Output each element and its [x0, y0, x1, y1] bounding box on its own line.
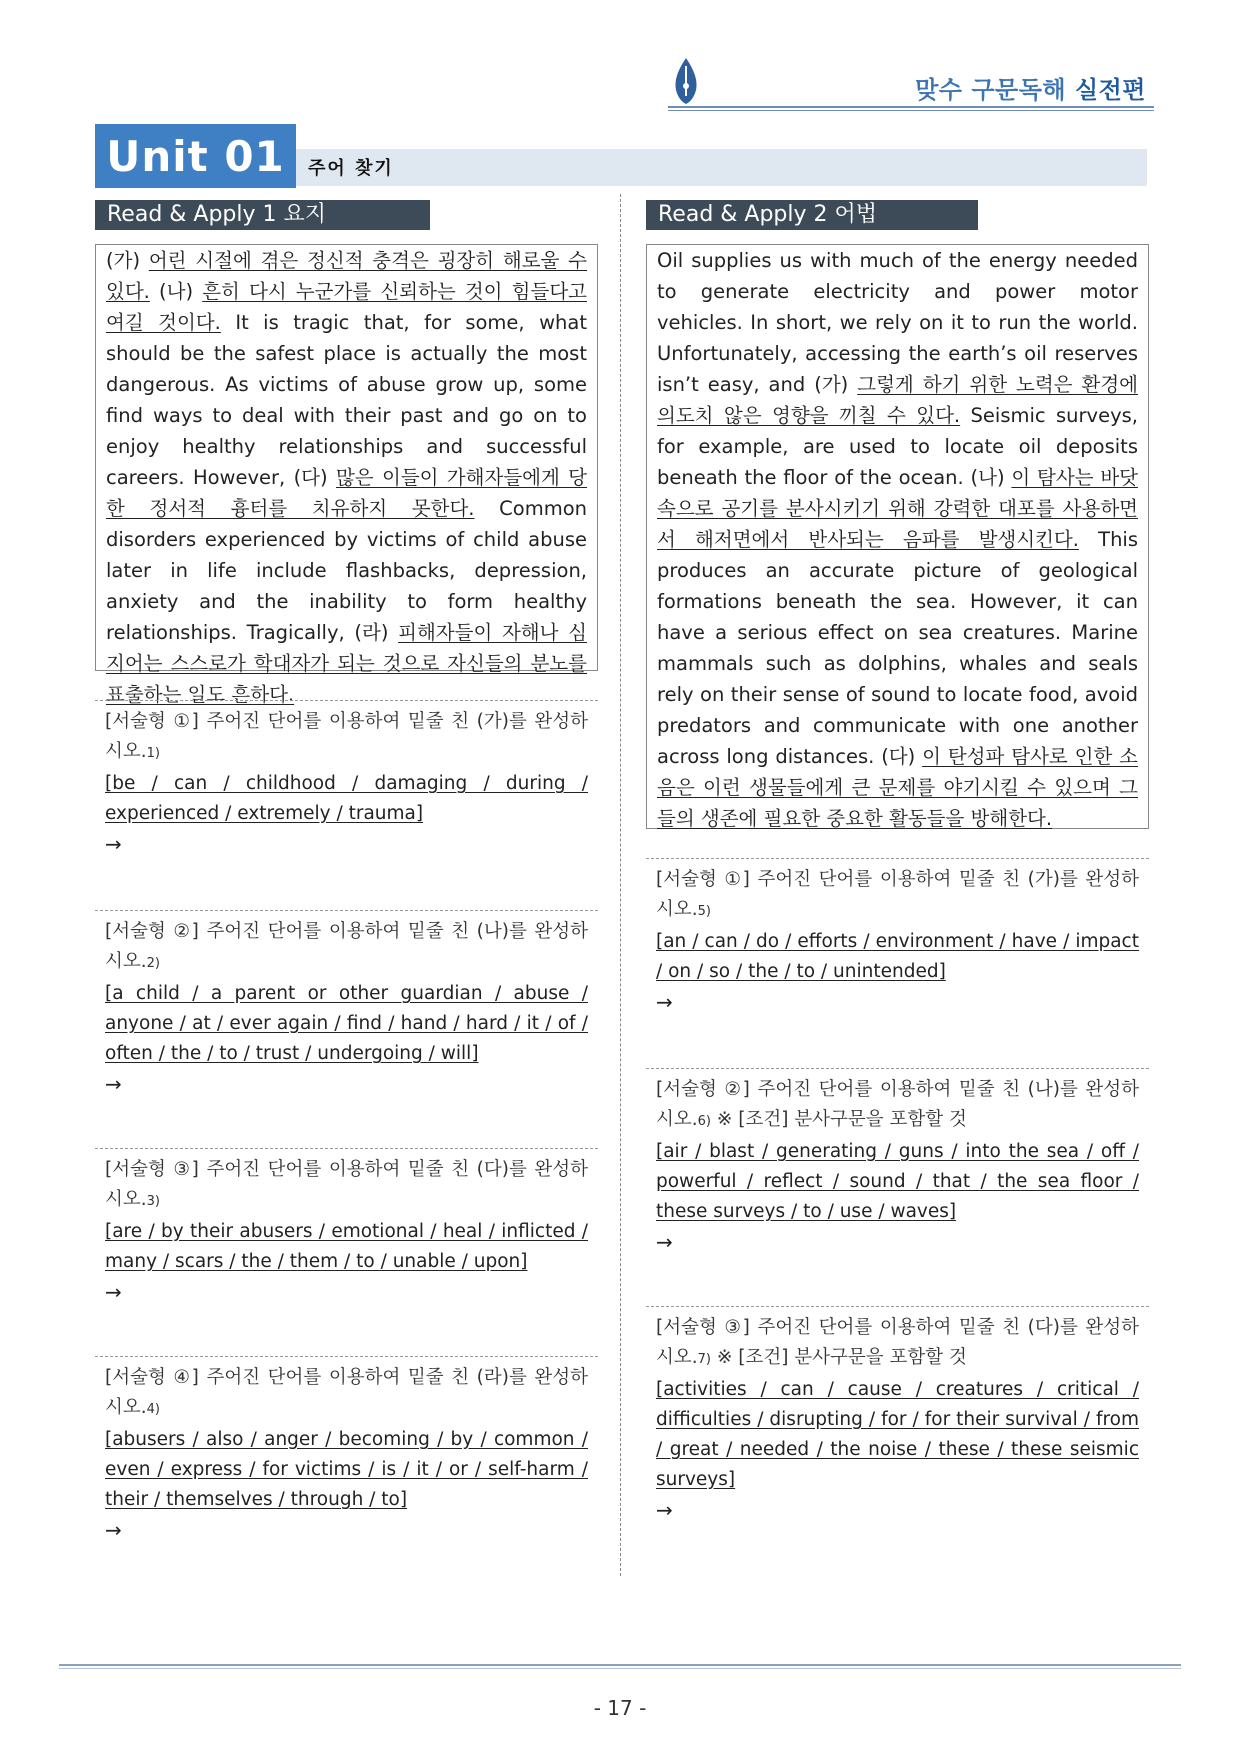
question-block — [646, 1068, 1149, 1294]
question-prompt — [656, 1075, 1139, 1137]
header-rule — [668, 106, 1154, 108]
footnote-ref: 3) — [146, 1194, 160, 1209]
underlined-da: 이 탄성파 탐사로 인한 소음은 이런 생물들에게 큰 문제를 야기시킬 수 있으며 그들의 생존에 필요한 중요한 활동들을 방해한다. — [657, 745, 1138, 830]
footnote-ref: 1) — [146, 746, 160, 761]
question-text: [서술형 ③] 주어진 단어를 이용하여 밑줄 친 (다)를 완성하시오. — [656, 1317, 1139, 1368]
unit-subtitle: 주어 찾기 — [308, 158, 394, 179]
section-heading-apply-1: Read & Apply 1 요지 — [95, 200, 430, 230]
question-text: [서술형 ②] 주어진 단어를 이용하여 밑줄 친 (나)를 완성하시오. — [105, 921, 588, 972]
word-bank: [activities / can / cause / creatures / critical / difficulties / disrupting / for / for their survival / from / great / needed / the noise / these / these seismic surveys] — [656, 1379, 1139, 1490]
answer-arrow: → — [656, 990, 673, 1014]
book-title-main: 맞수 구문독해 — [915, 76, 1075, 104]
question-block — [95, 1148, 598, 1348]
underlined-na: 이 탐사는 바닷속으로 공기를 분사시키기 위해 강력한 대포를 사용하면서 해저면에서 반사되는 음파를 발생시킨다. — [657, 466, 1139, 551]
word-bank: [be / can / childhood / damaging / during / experienced / extremely / trauma] — [105, 773, 588, 824]
answer-arrow: → — [105, 1280, 122, 1304]
question-prompt — [105, 1363, 588, 1425]
passage-text: Oil supplies us with much of the energy needed to generate electricity and power motor vehicles. In short, we rely on it to run the world. Unfortunately, accessing the earth’s oil reserves isn’t easy, and — [657, 249, 1138, 396]
marker-na: (나) — [159, 280, 194, 303]
header-rule-thin — [668, 110, 1154, 111]
passage-1 — [95, 244, 598, 706]
question-block — [95, 910, 598, 1136]
answer-arrow: → — [656, 1498, 673, 1522]
page-number: - 17 - — [593, 1696, 647, 1720]
question-text: [서술형 ④] 주어진 단어를 이용하여 밑줄 친 (라)를 완성하시오. — [105, 1367, 588, 1418]
answer-arrow: → — [105, 1518, 122, 1542]
question-block — [646, 1306, 1149, 1532]
underlined-na: 흔히 다시 누군가를 신뢰하는 것이 힘들다고 여길 것이다. — [106, 280, 587, 334]
column-divider — [620, 194, 621, 1576]
question-prompt — [105, 917, 588, 979]
marker-ga: (가) — [814, 373, 849, 396]
answer-arrow: → — [656, 1230, 673, 1254]
word-bank: [are / by their abusers / emotional / heal / inflicted / many / scars / the / them / to / unable / upon] — [105, 1221, 588, 1272]
passage-text: It is tragic that, for some, what should be the safest place is actually the most dangerous. As victims of abuse grow up, some find ways to deal with their past and go on to enjoy healthy relationships and successful careers. However, — [106, 311, 587, 489]
marker-na: (나) — [970, 466, 1005, 489]
brand-header — [668, 56, 1154, 112]
passage-text: Common disorders experienced by victims of child abuse later in life include flashbacks, depression, anxiety and the inability to form healthy relationships. Tragically, — [106, 497, 587, 644]
question-prompt — [656, 865, 1139, 927]
answer-arrow: → — [105, 832, 122, 856]
footnote-ref: 7) — [697, 1352, 711, 1367]
word-bank: [air / blast / generating / guns / into the sea / off / powerful / reflect / sound / that / the sea floor / these surveys / to / use / waves] — [656, 1141, 1139, 1222]
condition-note: ※ [조건] 분사구문을 포함할 것 — [716, 1109, 967, 1130]
condition-note: ※ [조건] 분사구문을 포함할 것 — [716, 1347, 967, 1368]
footer-rule — [59, 1664, 1181, 1666]
pen-nib-icon — [668, 56, 704, 108]
unit-badge: Unit 01 — [95, 124, 296, 188]
underlined-ga: 어린 시절에 겪은 정신적 충격은 굉장히 해로울 수 있다. — [106, 249, 587, 303]
question-text: [서술형 ③] 주어진 단어를 이용하여 밑줄 친 (다)를 완성하시오. — [105, 1159, 588, 1210]
passage-text: This produces an accurate picture of geological formations beneath the sea. However, it can have a serious effect on sea creatures. Marine mammals such as dolphins, whales and seals rely on their sense of sound to locate food, avoid predators and communicate with one another across long distances. — [657, 528, 1139, 768]
question-text: [서술형 ①] 주어진 단어를 이용하여 밑줄 친 (가)를 완성하시오. — [105, 711, 588, 762]
passage-2 — [646, 244, 1149, 829]
question-prompt — [105, 707, 588, 769]
book-title-edition: 실전편 — [1074, 76, 1146, 104]
footnote-ref: 5) — [697, 904, 711, 919]
question-block — [95, 1356, 598, 1556]
question-block — [646, 858, 1149, 1058]
marker-da: (다) — [881, 745, 916, 768]
footer-rule-thin — [59, 1668, 1181, 1669]
marker-ga: (가) — [106, 249, 141, 272]
footnote-ref: 2) — [146, 956, 160, 971]
footnote-ref: 6) — [697, 1114, 711, 1129]
word-bank: [an / can / do / efforts / environment / have / impact / on / so / the / to / unintended] — [656, 931, 1139, 982]
section-heading-apply-2: Read & Apply 2 어법 — [646, 200, 978, 230]
book-title — [915, 70, 1146, 105]
question-prompt — [105, 1155, 588, 1217]
underlined-ra: 피해자들이 자해나 심지어는 스스로가 학대자가 되는 것으로 자신들의 분노를 표출하는 일도 흔하다. — [106, 621, 587, 706]
question-text: [서술형 ①] 주어진 단어를 이용하여 밑줄 친 (가)를 완성하시오. — [656, 869, 1139, 920]
question-text: [서술형 ②] 주어진 단어를 이용하여 밑줄 친 (나)를 완성하시오. — [656, 1079, 1139, 1130]
marker-da: (다) — [293, 466, 328, 489]
underlined-da: 많은 이들이 가해자들에게 당한 정서적 흉터를 치유하지 못한다. — [106, 466, 587, 520]
answer-arrow: → — [105, 1072, 122, 1096]
question-block — [95, 700, 598, 900]
word-bank: [abusers / also / anger / becoming / by / common / even / express / for victims / is / it / or / self-harm / their / themselves / through / to] — [105, 1429, 588, 1510]
marker-ra: (라) — [354, 621, 389, 644]
word-bank: [a child / a parent or other guardian / abuse / anyone / at / ever again / find / hand / hard / it / of / often / the / to / trust / undergoing / will] — [105, 983, 588, 1064]
underlined-ga: 그렇게 하기 위한 노력은 환경에 의도치 않은 영향을 끼칠 수 있다. — [657, 373, 1138, 427]
passage-text: Seismic surveys, for example, are used to locate oil deposits beneath the floor of the ocean. — [657, 404, 1138, 489]
footnote-ref: 4) — [146, 1402, 160, 1417]
question-prompt — [656, 1313, 1139, 1375]
